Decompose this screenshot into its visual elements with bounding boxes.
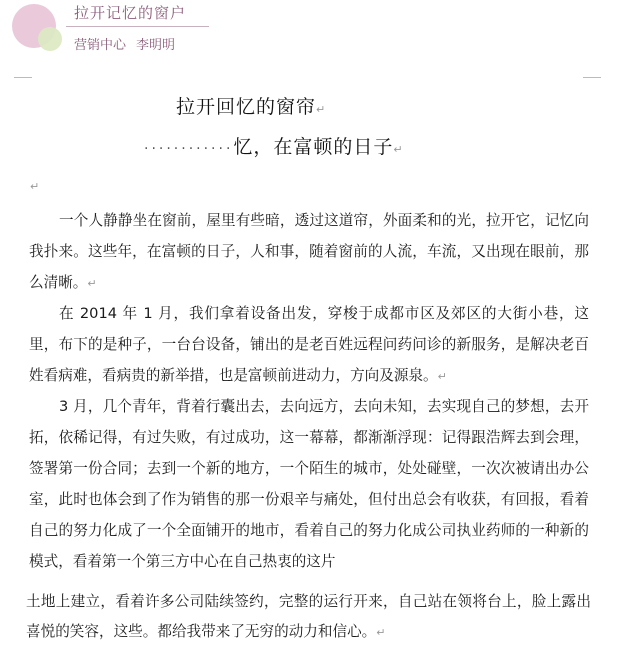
- paragraph-mark-icon: ↵: [87, 277, 97, 290]
- document-subtitle: ············忆，在富顿的日子↵: [144, 136, 404, 158]
- body-paragraph-continued: 土地上建立，看着许多公司陆续签约，完整的运行开来，自己站在领将台上，脸上露出喜悦的笑容，这些。都给我带来了无穷的动力和信心。↵: [26, 593, 591, 640]
- page-margin-mark-left: [14, 77, 32, 78]
- paragraph-mark-icon: ↵: [316, 103, 327, 116]
- paragraph-mark-icon: ↵: [437, 370, 447, 383]
- document-title: 拉开回忆的窗帘↵: [176, 96, 327, 118]
- paragraph-mark-icon: ↵: [376, 626, 386, 639]
- header-title: 拉开记忆的窗户: [74, 4, 187, 22]
- empty-paragraph-mark-icon: ↵: [30, 180, 40, 193]
- department: 营销中心: [74, 38, 127, 53]
- header-banner: [0, 0, 619, 60]
- subtitle-dots: ············: [144, 141, 234, 157]
- body-paragraph: 一个人静静坐在窗前，屋里有些暗，透过这道帘，外面柔和的光，拉开它，记忆向我扑来。这些年，在富顿的日子，人和事，随着窗前的人流，车流，又出现在眼前，那么清晰。↵: [29, 212, 589, 291]
- body-paragraph: 3 月，几个青年，背着行囊出去，去向远方，去向未知，去实现自己的梦想，去开拓，依稀记得，有过失败，有过成功，这一幕幕，都渐渐浮现：记得跟浩辉去到会理，签署第一份合同；去到一个新的地方，一个陌生的城市，处处碰壁，一次次被请出办公室，此时也体会到了作为销售的那一份艰辛与痛处，但付出总会有收获，有回报，看着自己的努力化成了一个全面铺开的地市，看着自己的努力化成公司执业药师的一种新的模式，看着第一个第三方中心在自己热衷的这片: [29, 398, 589, 570]
- body-paragraph: 在 2014 年 1 月，我们拿着设备出发，穿梭于成都市区及郊区的大街小巷，这里，布下的是种子，一台台设备，铺出的是老百姓远程问药问诊的新服务，是解决老百姓看病难，看病贵的新举措，也是富顿前进动力，方向及源泉。↵: [29, 305, 589, 384]
- header-byline: [74, 34, 185, 53]
- page-margin-mark-right: [583, 77, 601, 78]
- author: 李明明: [136, 38, 176, 53]
- header-divider: [66, 26, 209, 27]
- paragraph-mark-icon: ↵: [393, 143, 404, 156]
- decorative-circle-green: [38, 27, 62, 51]
